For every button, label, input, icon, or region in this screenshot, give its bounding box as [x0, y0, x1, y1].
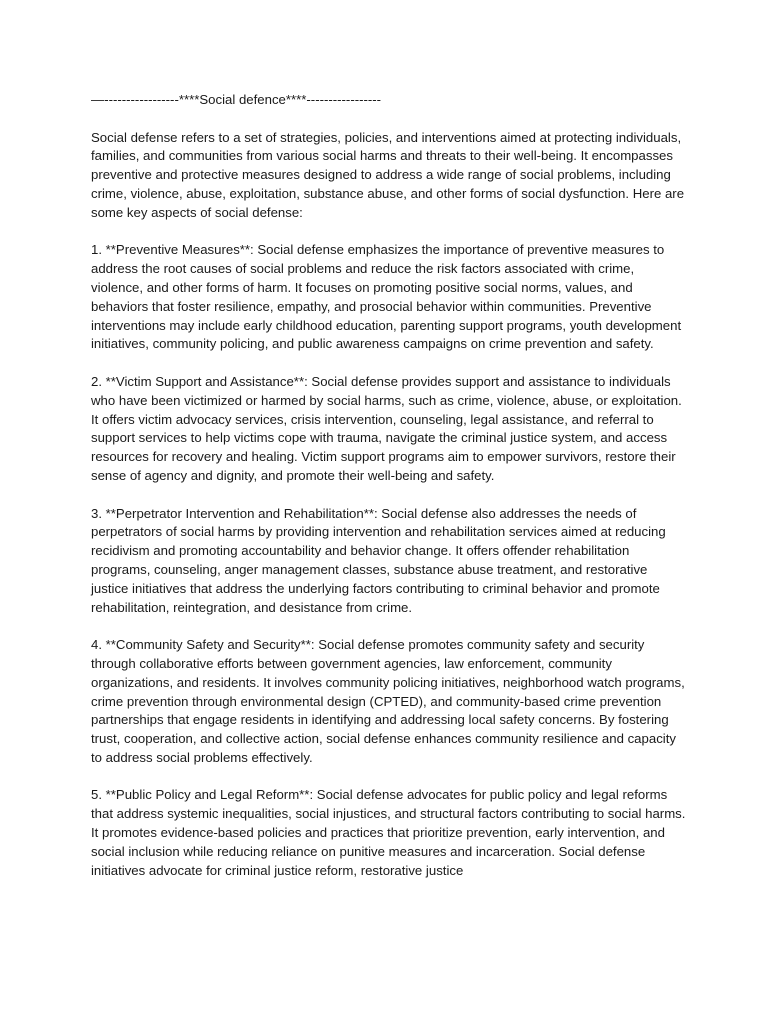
section-public-policy: 5. **Public Policy and Legal Reform**: Social defense advocates for public policy and legal reforms that address systemic inequalities, social injustices, and structural factors contributing to social harms. It promotes evidence-based policies and practices that prioritize prevention, early intervention, and social inclusion while reducing reliance on punitive measures and incarceration. Social defense initiatives advocate for criminal justice reform, restorative justice [91, 787, 686, 878]
section-community-safety: 4. **Community Safety and Security**: Social defense promotes community safety and security through collaborative efforts between government agencies, law enforcement, community organizations, and residents. It involves community policing initiatives, neighborhood watch programs, crime prevention through environmental design (CPTED), and community-based crime prevention partnerships that engage residents in identifying and addressing local safety concerns. By fostering trust, cooperation, and collective action, social defense enhances community resilience and capacity to address social problems effectively. [91, 637, 685, 765]
section-victim-support: 2. **Victim Support and Assistance**: Social defense provides support and assistance to individuals who have been victimized or harmed by social harms, such as crime, violence, abuse, or exploitation. It offers victim advocacy services, crisis intervention, counseling, legal assistance, and referral to support services to help victims cope with trauma, navigate the criminal justice system, and access resources for recovery and healing. Victim support programs aim to empower survivors, restore their sense of agency and dignity, and promote their well-being and safety. [91, 373, 682, 483]
section-preventive-measures: 1. **Preventive Measures**: Social defense emphasizes the importance of preventive measures to address the root causes of social problems and reduce the risk factors associated with crime, violence, and other forms of harm. It focuses on promoting positive social norms, values, and behaviors that foster resilience, empathy, and prosocial behavior within communities. Preventive interventions may include early childhood education, parenting support programs, youth development initiatives, community policing, and public awareness campaigns on crime prevention and safety. [91, 242, 682, 352]
document-body [91, 91, 687, 899]
intro-paragraph: Social defense refers to a set of strategies, policies, and interventions aimed at protecting individuals, families, and communities from various social harms and threats to their well-being. It encompasses preventive and protective measures designed to address a wide range of social problems, including crime, violence, abuse, exploitation, substance abuse, and other forms of social dysfunction. Here are some key aspects of social defense: [91, 129, 685, 220]
section-perpetrator-intervention: 3. **Perpetrator Intervention and Rehabilitation**: Social defense also addresses the needs of perpetrators of social harms by providing intervention and rehabilitation services aimed at reducing recidivism and promoting accountability and behavior change. It offers offender rehabilitation programs, counseling, anger management classes, substance abuse treatment, and restorative justice initiatives that address the underlying factors contributing to criminal behavior and promote rehabilitation, reintegration, and desistance from crime. [91, 505, 666, 615]
document-heading: —-----------------****Social defence****----------------- [91, 92, 382, 107]
